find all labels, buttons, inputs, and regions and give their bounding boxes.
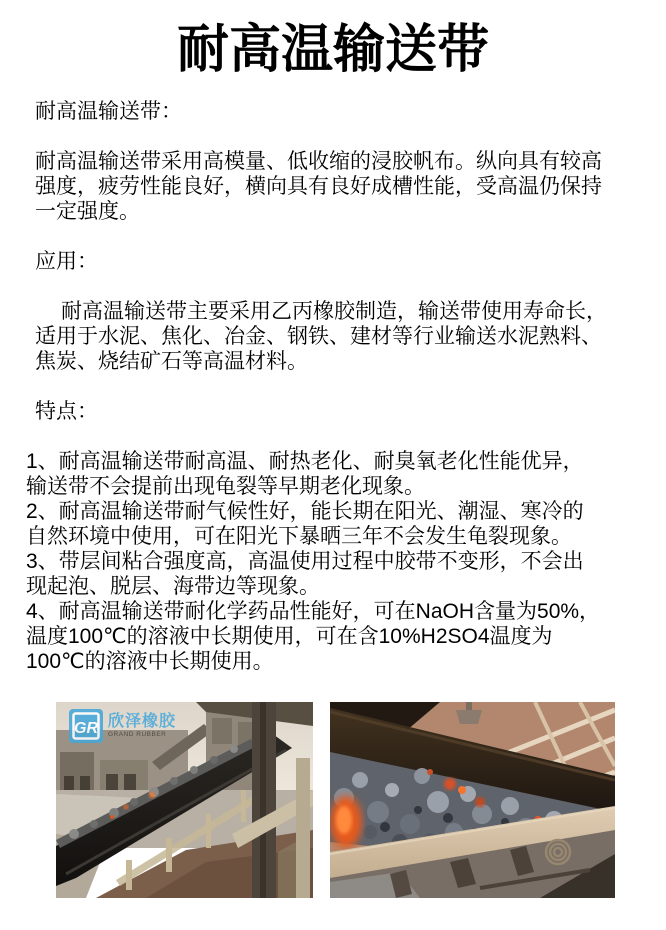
photo-hot-material-closeup — [330, 702, 615, 898]
glow-spot — [124, 805, 129, 810]
brand-name-en: GRAND RUBBER — [108, 731, 167, 738]
page-title: 耐高温输送带 — [176, 21, 489, 79]
intro-label: 耐高温输送带： — [35, 100, 182, 123]
article-body — [0, 99, 666, 674]
application-paragraph: 耐高温输送带主要采用乙丙橡胶制造，输送带使用寿命长，适用于水泥、焦化、冶金、钢铁、建材等行业输送水泥熟料、焦炭、烧结矿石等高温材料。 — [35, 300, 607, 373]
features-label: 特点： — [35, 400, 98, 423]
feature-item-1: 1、耐高温输送带耐高温、耐热老化、耐臭氧老化性能优异，输送带不会提前出现龟裂等早期老化现象。 — [26, 450, 584, 498]
feature-item-3: 3、带层间粘合强度高，高温使用过程中胶带不变形，不会出现起泡、脱层、海带边等现象。 — [26, 550, 584, 598]
feature-list — [26, 449, 666, 674]
feature-item-2: 2、耐高温输送带耐气候性好，能长期在阳光、潮湿、寒冷的自然环境中使用，可在阳光下暴晒三年不会发生龟裂现象。 — [26, 500, 584, 548]
brand-name-cn: 欣泽橡胶 — [108, 713, 177, 730]
glow-spot — [110, 815, 114, 819]
glow-spot — [149, 792, 155, 798]
photo-conveyor-plant — [56, 702, 313, 898]
application-label: 应用： — [35, 250, 98, 273]
feature-item-4: 4、耐高温输送带耐化学药品性能好，可在NaOH含量为50%，温度100℃的溶液中长期使用，可在含10%H2SO4温度为100℃的溶液中长期使用。 — [26, 600, 601, 673]
brand-watermark — [69, 709, 176, 743]
intro-paragraph: 耐高温输送带采用高模量、低收缩的浸胶帆布。纵向具有较高强度，疲劳性能良好，横向具有良好成槽性能，受高温仍保持一定强度。 — [35, 150, 602, 223]
logo-monogram: GR — [74, 720, 98, 737]
photo-row — [56, 702, 666, 898]
